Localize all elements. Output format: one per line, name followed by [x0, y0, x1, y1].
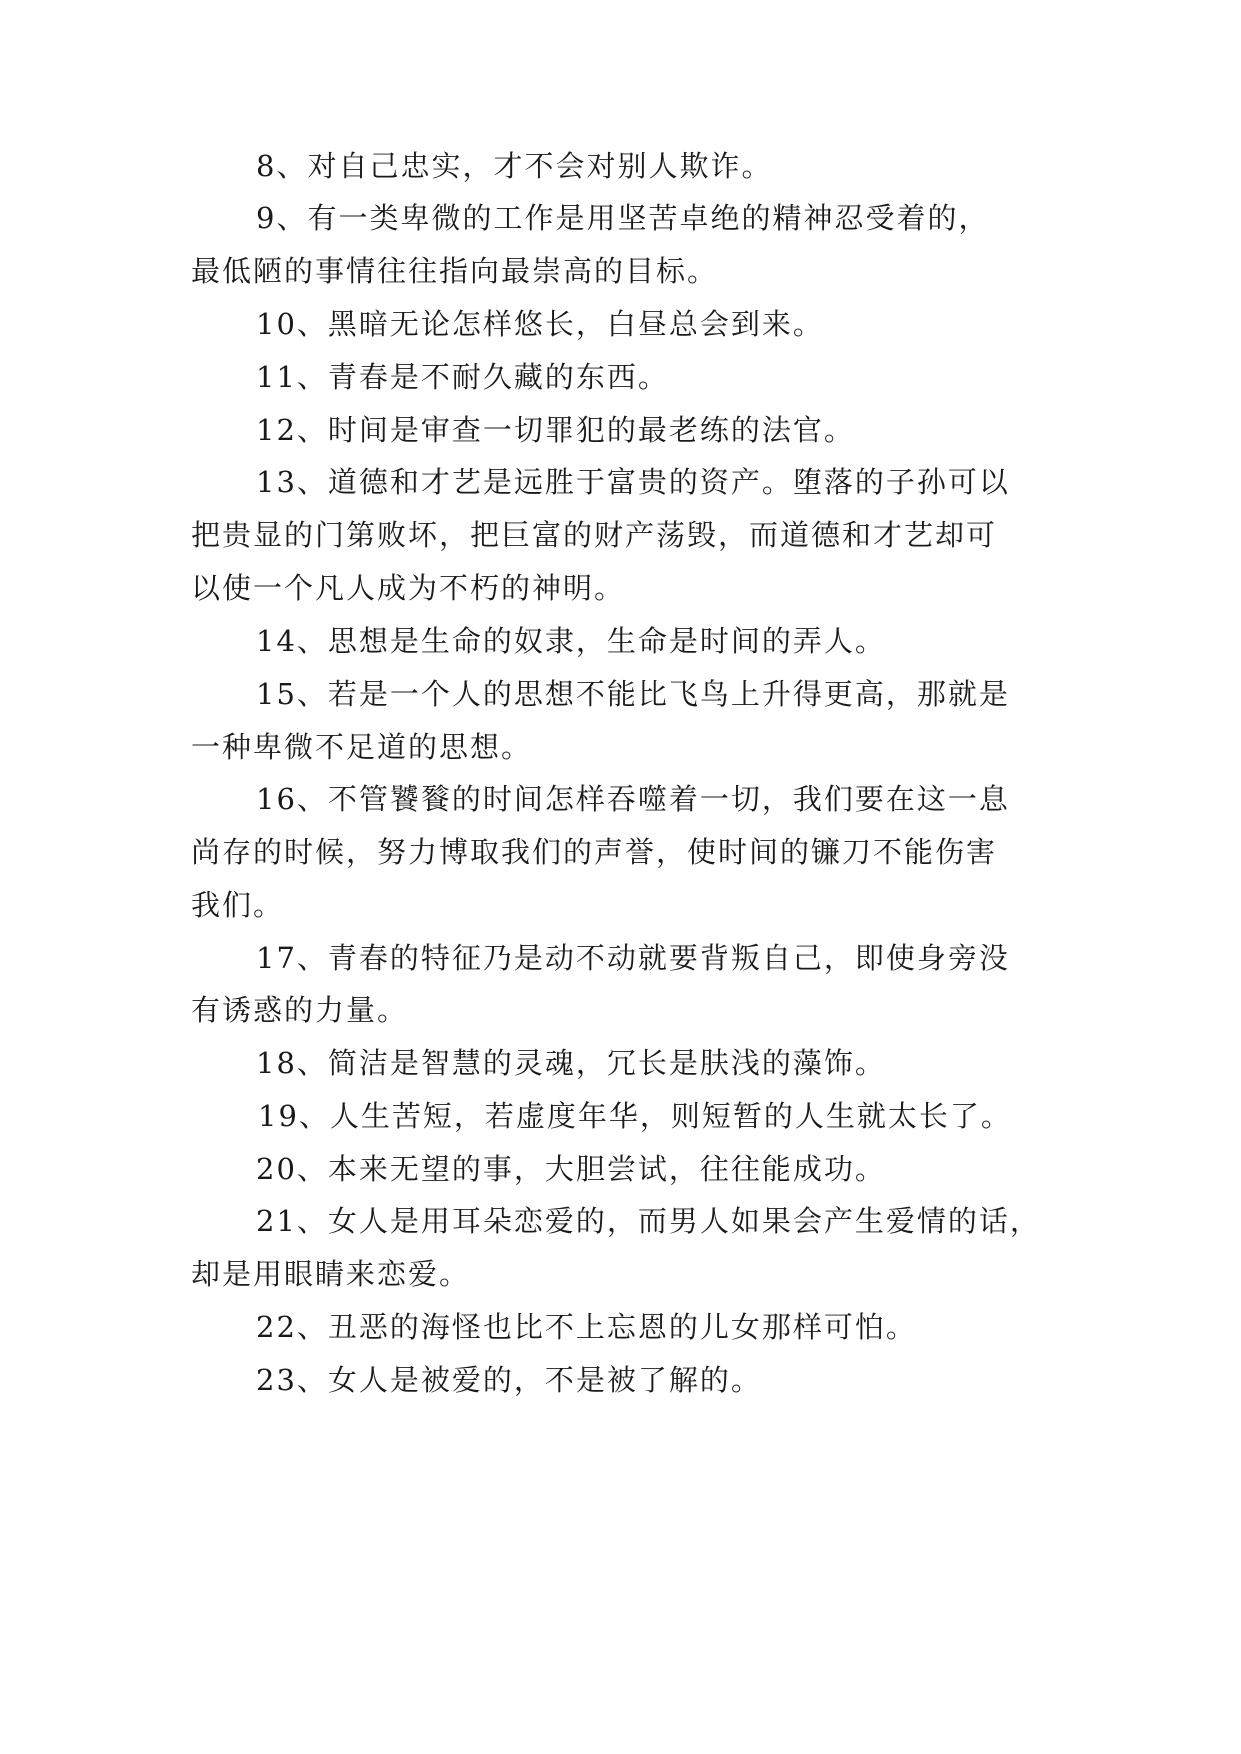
entry-17-line-1: 17、青春的特征乃是动不动就要背叛自己，即使身旁没: [256, 941, 1010, 975]
entry-13-line-2: 把贵显的门第败坏，把巨富的财产荡毁，而道德和才艺却可: [191, 518, 998, 552]
entry-12-line-1: 12、时间是审查一切罪犯的最老练的法官。: [256, 413, 855, 447]
entry-10-line-1: 10、黑暗无论怎样悠长，白昼总会到来。: [256, 307, 824, 341]
entry-11-line-1: 11、青春是不耐久藏的东西。: [256, 360, 669, 394]
entry-21-line-2: 却是用眼睛来恋爱。: [191, 1257, 471, 1291]
entry-22-line-1: 22、丑恶的海怪也比不上忘恩的儿女那样可怕。: [256, 1310, 917, 1344]
entry-8-line-1: 8、对自己忠实，才不会对别人欺诈。: [256, 149, 773, 183]
entry-19-line-1: 19、人生苦短，若虚度年华，则短暂的人生就太长了。: [258, 1099, 1012, 1133]
entry-23-line-1: 23、女人是被爱的，不是被了解的。: [256, 1363, 762, 1397]
entry-16-line-1: 16、不管饕餮的时间怎样吞噬着一切，我们要在这一息: [256, 782, 1010, 816]
entry-15-line-2: 一种卑微不足道的思想。: [191, 730, 533, 764]
entry-21-line-1: 21、女人是用耳朵恋爱的，而男人如果会产生爱情的话，: [256, 1204, 1041, 1238]
entry-20-line-1: 20、本来无望的事，大胆尝试，往往能成功。: [256, 1152, 886, 1186]
entry-13-line-1: 13、道德和才艺是远胜于富贵的资产。堕落的子孙可以: [256, 465, 1010, 499]
entry-15-line-1: 15、若是一个人的思想不能比飞鸟上升得更高，那就是: [256, 677, 1010, 711]
entry-16-line-2: 尚存的时候，努力博取我们的声誉，使时间的镰刀不能伤害: [191, 835, 998, 869]
entry-9-line-1: 9、有一类卑微的工作是用坚苦卓绝的精神忍受着的，: [256, 201, 990, 235]
entry-16-line-3: 我们。: [191, 888, 285, 922]
entry-9-line-2: 最低陋的事情往往指向最崇高的目标。: [191, 254, 719, 288]
entry-13-line-3: 以使一个凡人成为不朽的神明。: [191, 571, 626, 605]
entry-14-line-1: 14、思想是生命的奴隶，生命是时间的弄人。: [256, 624, 886, 658]
entry-17-line-2: 有诱惑的力量。: [191, 993, 409, 1027]
entry-18-line-1: 18、简洁是智慧的灵魂，冗长是肤浅的藻饰。: [256, 1046, 886, 1080]
